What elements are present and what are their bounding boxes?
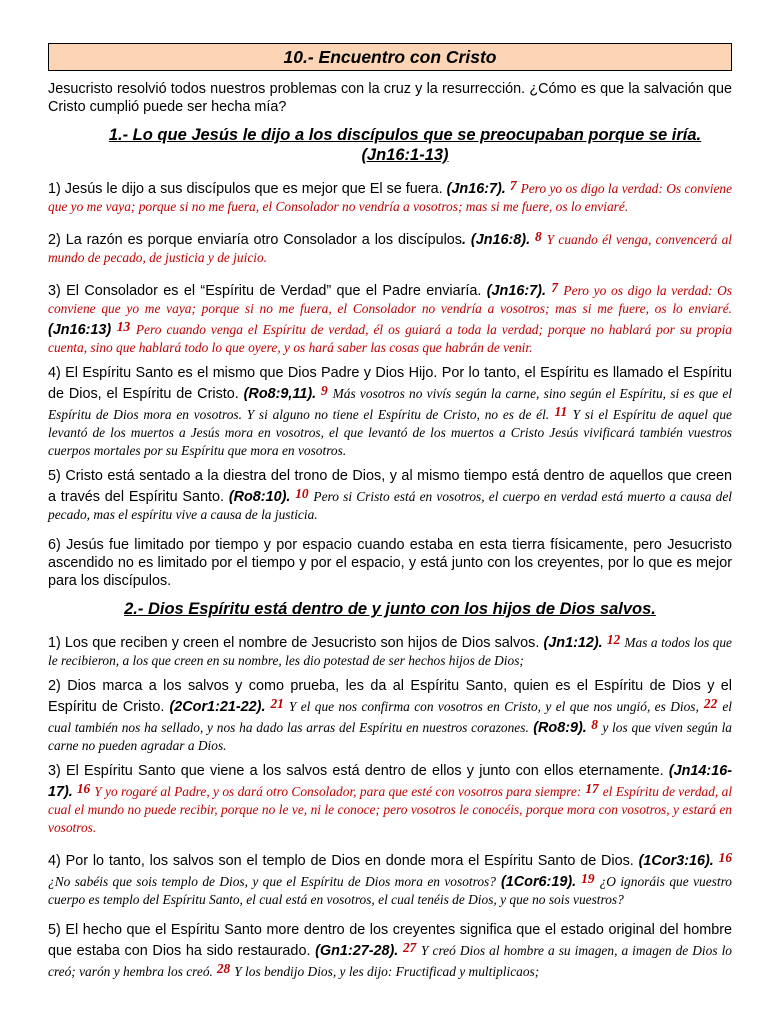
verse-number: 19 — [581, 871, 595, 886]
verse-number: 9 — [321, 383, 328, 398]
s1-paragraph-2 — [48, 228, 732, 267]
verse-quote: Y cuando él venga, convencerá al mundo de pecado, de justicia y de juicio. — [48, 232, 732, 265]
section-1-heading: 1.- Lo que Jesús le dijo a los discípulos que se preocupaban porque se iría. (Jn16:1-13) — [108, 126, 702, 164]
page-title: 10.- Encuentro con Cristo — [48, 43, 732, 71]
bible-reference: (Gn1:27-28). — [315, 943, 399, 959]
s2-paragraph-4 — [48, 849, 732, 909]
s2-paragraph-3 — [48, 762, 732, 837]
verse-number: 16 — [718, 850, 733, 865]
bible-reference: (Ro8:9). — [533, 720, 587, 736]
verse-number: 13 — [116, 319, 131, 334]
bible-reference: (Jn16:13) — [48, 322, 112, 338]
s1-paragraph-5 — [48, 467, 732, 524]
bible-reference: (1Cor3:16). — [638, 853, 714, 869]
bible-reference: (1Cor6:19). — [500, 874, 577, 890]
s2-paragraph-2 — [48, 677, 732, 755]
document-page — [48, 43, 732, 981]
verse-quote: Pero yo os digo la verdad: Os conviene que yo me vaya; porque si no me fuera, el Consolador no vendría a vosotros; mas si me fuere, os lo enviaré. — [48, 181, 733, 214]
intro-paragraph: Jesucristo resolvió todos nuestros problemas con la cruz y la resurrección. ¿Cómo es que la salvación que Cristo cumplió puede ser hecha mía? — [48, 81, 732, 115]
paragraph-text: 5) Cristo está sentado a la diestra del trono de Dios, y al mismo tiempo está dentro de aquellos que creen a través del Espíritu Santo. — [48, 468, 732, 505]
verse-number: 8 — [535, 229, 542, 244]
bible-reference: (2Cor1:21-22). — [169, 699, 266, 715]
bible-reference: (Ro8:10). — [228, 489, 291, 505]
verse-quote: Pero si Cristo está en vosotros, el cuerpo en verdad está muerto a causa del pecado, mas el espíritu vive a causa de la justicia. — [48, 489, 732, 522]
verse-quote: Pero cuando venga el Espíritu de verdad, él os guiará a toda la verdad; porque no hablará por su propia cuenta, sino que hablará todo lo que oyere, y os hará saber las cosas que habrán de venir. — [48, 322, 733, 355]
verse-quote: Pero yo os digo la verdad: Os conviene que yo me vaya; porque si no me fuera, el Consolador no vendría a vosotros; mas si me fuere, os lo enviaré. — [48, 283, 733, 316]
paragraph-text: 4) Por lo tanto, los salvos son el templo de Dios en donde mora el Espíritu Santo de Dios. — [48, 853, 639, 869]
bible-reference: (Ro8:9,11). — [243, 386, 317, 402]
paragraph-text: 5) El hecho que el Espíritu Santo more dentro de los creyentes significa que el estado original del hombre que estaba con Dios ha sido restaurado. — [48, 922, 732, 959]
s1-paragraph-6: 6) Jesús fue limitado por tiempo y por espacio cuando estaba en esta tierra físicamente, pero Jesucristo ascendido no es limitado por el tiempo y por el espacio, y está junto con los creyentes, por lo que es mejor para los discípulos. — [48, 537, 732, 589]
verse-quote: el Espíritu de verdad, al cual el mundo no puede recibir, porque no le ve, ni le conoce; pero vosotros le conocéis, porque mora con vosotros, y estará en vosotros. — [48, 784, 733, 835]
bible-reference: (Jn16:7). — [446, 181, 506, 197]
paragraph-text: 1) Jesús le dijo a sus discípulos que es mejor que El se fuera. — [48, 181, 447, 197]
paragraph-text: 3) El Espíritu Santo que viene a los salvos está dentro de ellos y junto con ellos eternamente. — [48, 763, 669, 779]
verse-number: 11 — [554, 404, 568, 419]
bible-reference: (Jn14:16-17). — [48, 763, 732, 800]
verse-quote: el cual también nos ha sellado, y nos ha dado las arras del Espíritu en nuestros corazones. — [48, 699, 732, 735]
s1-paragraph-3 — [48, 279, 732, 357]
verse-number: 28 — [216, 961, 231, 976]
verse-quote: Y yo rogaré al Padre, y os dará otro Consolador, para que esté con vosotros para siempre: — [94, 784, 582, 799]
paragraph-text: 4) El Espíritu Santo es el mismo que Dios Padre y Dios Hijo. Por lo tanto, el Espíritu es llamado el Espíritu de Dios, el Espíritu de Cristo. — [48, 365, 732, 402]
paragraph-text: 2) La razón es porque enviaría otro Consolador a los discípulos — [48, 232, 462, 248]
s2-paragraph-5 — [48, 921, 732, 981]
verse-number: 21 — [270, 696, 284, 711]
verse-number: 7 — [551, 280, 559, 295]
verse-number: 12 — [606, 632, 621, 647]
verse-quote: y los que viven según la carne no pueden agradar a Dios. — [48, 720, 732, 753]
verse-quote: Y el que nos confirma con vosotros en Cristo, y el que nos ungió, es Dios, — [288, 699, 699, 714]
verse-quote: Más vosotros no vivís según la carne, sino según el Espíritu, si es que el Espíritu de Dios mora en vosotros. Y si alguno no tiene el Espíritu de Cristo, no es de él. — [48, 386, 733, 422]
paragraph-text: 1) Los que reciben y creen el nombre de Jesucristo son hijos de Dios salvos. — [48, 635, 544, 651]
verse-quote: ¿O ignoráis que vuestro cuerpo es templo del Espíritu Santo, el cual está en vosotros, el cual tenéis de Dios, y que no sois vuestros? — [48, 874, 733, 907]
verse-number: 27 — [402, 940, 417, 955]
verse-quote: Mas a todos los que le recibieron, a los que creen en su nombre, les dio potestad de ser hechos hijos de Dios; — [48, 635, 733, 668]
paragraph-text: 3) El Consolador es el “Espíritu de Verdad” que el Padre enviaría. — [48, 283, 487, 299]
section-2-heading: 2.- Dios Espíritu está dentro de y junto con los hijos de Dios salvos. — [124, 600, 656, 618]
s2-paragraph-1 — [48, 631, 732, 670]
verse-number: 10 — [295, 486, 309, 501]
verse-quote: ¿No sabéis que sois templo de Dios, y que el Espíritu de Dios mora en vosotros? — [48, 874, 496, 889]
verse-number: 17 — [585, 781, 599, 796]
verse-number: 7 — [509, 178, 517, 193]
s1-paragraph-4 — [48, 364, 732, 460]
verse-quote: Y si el Espíritu de aquel que levantó de los muertos a Jesús mora en vosotros, el que levantó de los muertos a Cristo Jesús vivificará también vuestros cuerpos mortales por su Espíritu que mora en vosotros. — [48, 407, 733, 458]
verse-number: 22 — [703, 696, 718, 711]
paragraph-text: 2) Dios marca a los salvos y como prueba, les da al Espíritu Santo, quien es el Espíritu de Dios y el Espíritu de Cristo. — [48, 678, 732, 715]
bible-reference: (Jn1:12). — [543, 635, 603, 651]
verse-number: 8 — [591, 717, 598, 732]
bible-reference: (Jn16:7). — [486, 283, 546, 299]
s1-paragraph-1 — [48, 177, 732, 216]
verse-number: 16 — [76, 781, 91, 796]
verse-quote: Y los bendijo Dios, y les dijo: Fructificad y multiplicaos; — [234, 964, 540, 979]
verse-quote: Y creó Dios al hombre a su imagen, a imagen de Dios lo creó; varón y hembra los creó. — [48, 943, 732, 979]
bible-reference: . (Jn16:8). — [462, 232, 531, 248]
